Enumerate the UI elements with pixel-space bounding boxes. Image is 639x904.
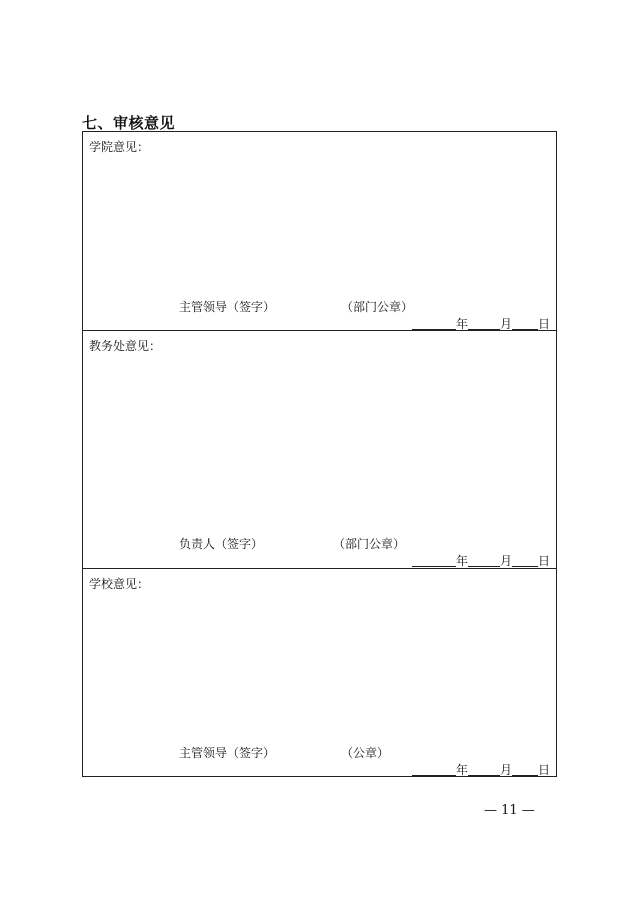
review-opinion-form [82, 131, 557, 777]
academic-affairs-signer-label: 负责人（签字） [179, 537, 264, 551]
day-label: 日 [537, 317, 550, 331]
year-label: 年 [455, 763, 468, 777]
school-opinion-row [83, 568, 556, 776]
month-blank[interactable] [468, 763, 500, 776]
page-number: — 11 — [484, 803, 535, 818]
month-label: 月 [499, 554, 512, 568]
day-blank[interactable] [512, 554, 538, 567]
academic-affairs-opinion-label: 教务处意见： [89, 339, 162, 353]
year-blank[interactable] [412, 763, 456, 776]
college-seal-label: （部门公章） [341, 300, 414, 314]
section-title: 七、审核意见 [82, 114, 176, 132]
year-label: 年 [455, 554, 468, 568]
month-label: 月 [499, 317, 512, 331]
year-label: 年 [455, 317, 468, 331]
day-blank[interactable] [512, 763, 538, 776]
school-date-line [412, 761, 550, 778]
academic-affairs-seal-label: （部门公章） [333, 537, 406, 551]
month-blank[interactable] [468, 317, 500, 330]
day-label: 日 [537, 554, 550, 568]
college-signer-label: 主管领导（签字） [179, 300, 276, 314]
month-blank[interactable] [468, 554, 500, 567]
school-seal-label: （公章） [341, 746, 390, 760]
college-opinion-label: 学院意见： [89, 140, 150, 154]
academic-affairs-opinion-row [83, 330, 556, 568]
academic-affairs-date-line [412, 552, 550, 569]
year-blank[interactable] [412, 554, 456, 567]
school-signer-label: 主管领导（签字） [179, 746, 276, 760]
college-opinion-row [83, 132, 556, 330]
month-label: 月 [499, 763, 512, 777]
school-opinion-label: 学校意见： [89, 577, 150, 591]
year-blank[interactable] [412, 317, 456, 330]
day-blank[interactable] [512, 317, 538, 330]
day-label: 日 [537, 763, 550, 777]
